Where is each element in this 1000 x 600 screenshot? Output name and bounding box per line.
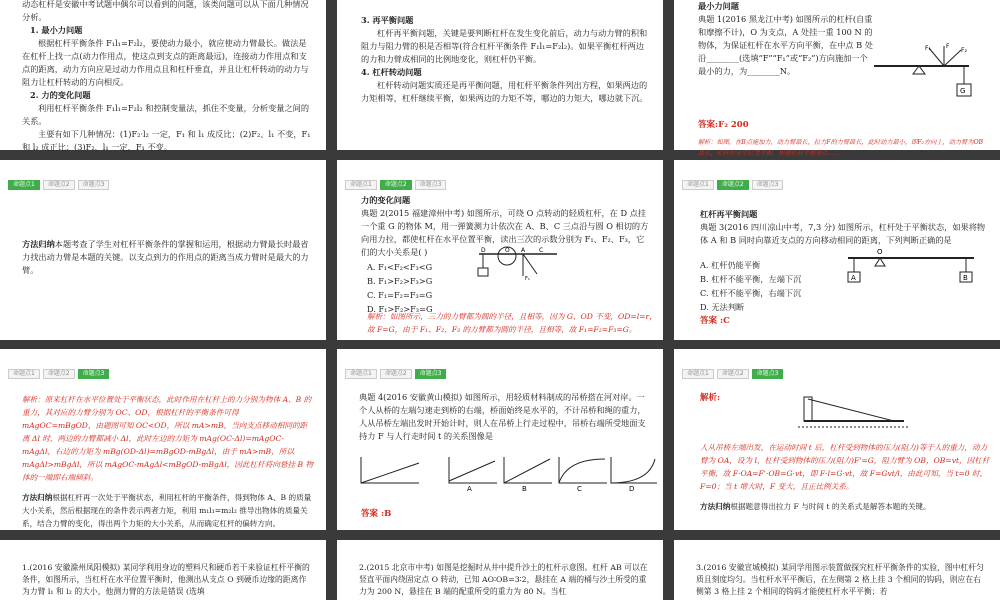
- circle-lever-diagram: [477, 246, 567, 290]
- tab-topic-2[interactable]: 命题点2: [380, 180, 412, 190]
- svg-text:O: O: [505, 247, 510, 254]
- example-4-question: 典题 4(2016 安徽黄山模拟) 如图所示，用轻质材料制成的吊桥搭在河对岸。一个人从桥的左端匀速走到桥的右端，桥面始终是水平的，不计吊桥和绳的重力，人从吊桥左端出发时开始计时，则人在吊桥上行走过程中，吊桥右端所受地面支持力 F 与人行走时间 t 的关系图像是: [359, 392, 646, 441]
- cases-text: 主要有如下几种情况：(1)F₂·l₂ 一定，F₁ 和 l₁ 成反比；(2)F₂、l₁ 不变，F₁ 和 l₂ 成正比；(3)F₂、l₁ 一定，F₁ 不变。: [22, 129, 311, 152]
- rebalance-text: 杠杆再平衡问题，关键是要判断杠杆在发生变化前后，动力与动力臂的积和阻力与阻力臂的积是否相等(符合杠杆平衡条件 F₁l₁=F₂l₂)。如果平衡杠杆两边的力和力臂成相同的比例地变化，则杠杆仍平衡。: [361, 28, 648, 64]
- example-1-analysis: 解析：如图，在B点施加力，动力臂最长，拉力F的力臂最长，此时动力最小，即F₂方向上，动力臂为OB最长，杠杆在水平位置平衡，根据杠杆平衡条件……: [698, 139, 984, 158]
- example-2-analysis: 解析：如图所示，三力的力臂都为圆的半径，且相等，因为 G、OD 不变，OD=l=r，故 F=G，由于 F₁、F₂、F₃ 的力臂都为圆的半径，且相等，故 F₁=F₂=F₃=G。: [367, 311, 657, 334]
- tab-topic-3[interactable]: 命题点3: [78, 369, 110, 379]
- tab-topic-3[interactable]: 命题点3: [752, 180, 784, 190]
- method-text: 本题考查了学生对杠杆平衡条件的掌握和运用，根据动力臂最长时最省力找出动力臂是本题的关键。以支点到力的作用点的距离当成力臂时是最大的力臂。: [22, 239, 309, 275]
- slide-dynamic-lever-intro[interactable]: [0, 0, 326, 150]
- option-b[interactable]: B. F₁>F₂>F₃>G: [367, 276, 433, 286]
- tab-topic-2[interactable]: 命题点2: [717, 369, 749, 379]
- tab-topic-2[interactable]: 命题点2: [43, 369, 75, 379]
- rotation-text: 杠杆转动问题实质还是再平衡问题，用杠杆平衡条件列出方程，如果两边的力矩相等，杠杆继续平衡，如果两边的力矩不等，哪边的力矩大，哪边就下沉。: [361, 80, 648, 103]
- tab-topic-1[interactable]: 命题点1: [682, 180, 714, 190]
- slide-exercise-2[interactable]: [337, 540, 663, 600]
- slide-analysis-4[interactable]: [674, 349, 1000, 530]
- svg-text:B: B: [963, 274, 968, 282]
- svg-text:C: C: [539, 247, 544, 254]
- answer-label: 答案: [698, 120, 716, 130]
- topic-tabs: [345, 180, 446, 190]
- method-text: 根据杠杆再一次处于平衡状态，利用杠杆的平衡条件，得到物体 A、B 的质量大小关系，然后根据现在的条件表示两者力矩，利用 m₁l₁=m₂l₂ 推导出物体的质量关系，结合力臂的变化，得出两个力矩的大小关系，从而确定杠杆的偏转方向。: [22, 493, 312, 529]
- exercise-2-text: 2.(2015 北京市中考) 如图是挖掘时从井中提升沙土的杠杆示意图。杠杆 AB 可以在竖直平面内绕固定点 O 转动，已知 AO∶OB=3∶2，悬挂在 A 端的桶与沙土所受的重力为 200 N，悬挂在 B 端的配重所受的重力为 80 N。当杠: [359, 563, 648, 596]
- graph-label-a: A: [467, 485, 472, 493]
- svg-text:G: G: [960, 87, 966, 95]
- slide-method-1[interactable]: [0, 160, 326, 340]
- min-force-text: 根据杠杆平衡条件 F₁l₁=F₂l₂，要使动力最小，就应使动力臂最长。做法是在杠杆上找一点(动力作用点，使这点到支点的距离最远)，连接动力作用点和支点的距离，动力方向应是过动力作用点且和杠杆垂直，并且让杠杆转动的动力与阻力让杠杆转动的方向相反。: [22, 38, 309, 87]
- svg-text:F₁: F₁: [525, 276, 530, 282]
- svg-text:A: A: [851, 274, 856, 282]
- tab-topic-1[interactable]: 命题点1: [682, 369, 714, 379]
- option-c[interactable]: C. 杠杆不能平衡，右端下沉: [700, 288, 802, 298]
- slide-analysis-3[interactable]: [0, 349, 326, 530]
- topic-tabs: [682, 180, 783, 190]
- topic-tabs: [8, 369, 109, 379]
- svg-text:F₂: F₂: [961, 47, 967, 54]
- slide-example-3[interactable]: [674, 160, 1000, 340]
- tab-topic-3[interactable]: 命题点3: [415, 180, 447, 190]
- heading-force-change-problem: 力的变化问题: [361, 195, 411, 205]
- intro-text: 动态杠杆是安徽中考试题中偶尔可以看到的问题，该类问题可以从下面几种情况分析。: [22, 0, 309, 22]
- example-2-question: 典题 2(2015 福建漳州中考) 如图所示，可绕 O 点转动的轻质杠杆，在 D 点挂一个重 G 的物体 M，用一弹簧测力计依次在 A、B、C 三点沿与圆 O 相切的方向用力拉，都使杠杆在水平位置平衡，读出三次的示数分别为 F₁、F₂、F₃，它们的大小关系是( ): [361, 208, 649, 257]
- heading-min-force: 1. 最小力问题: [30, 25, 83, 35]
- heading-rebalance-problem: 杠杆再平衡问题: [700, 209, 758, 219]
- slide-example-4[interactable]: [337, 349, 663, 530]
- svg-text:O: O: [877, 248, 883, 256]
- heading-min-force-problem: 最小力问题: [698, 1, 739, 11]
- topic-tabs: [682, 369, 783, 379]
- svg-text:A: A: [521, 247, 526, 254]
- example-4-answer: 答案 :B: [361, 509, 392, 519]
- graph-label-c: C: [577, 485, 582, 493]
- option-a[interactable]: A. 杠杆仍能平衡: [700, 260, 761, 270]
- tab-topic-2[interactable]: 命题点2: [43, 180, 75, 190]
- example-3-question: 典题 3(2016 四川凉山中考，7,3 分) 如图所示，杠杆处于平衡状态，如果将物体 A 和 B 同时向靠近支点的方向移动相同的距离，下列判断正确的是: [700, 222, 986, 245]
- svg-text:F: F: [946, 43, 950, 50]
- analysis-heading: 解析:: [700, 393, 721, 403]
- exercise-3-text: 3.(2016 安徽宣城模拟) 某同学用图示装置做探究杠杆平衡条件的实验，图中杠杆匀质且刻度均匀。当杠杆水平平衡后，在左侧第 2 格上挂 3 个相同的钩码，则应在右侧第 3 格上挂 2 个相同的钩码才能使杠杆水平平衡；若: [696, 563, 984, 596]
- heading-rotation: 4. 杠杆转动问题: [361, 67, 422, 77]
- force-change-text: 利用杠杆平衡条件 F₁l₁=F₂l₂ 和控制变量法，抓住不变量，分析变量之间的关系。: [22, 103, 310, 126]
- example-3-answer: 答案 :C: [700, 316, 730, 326]
- exercise-1-text: 1.(2016 安徽滁州凤阳模拟) 某同学利用身边的塑料尺和硬币若干来验证杠杆平衡的条件，如图所示，当杠杆在水平位置平衡时，他测出从支点 O 到硬币边缘的距离作为力臂 l₁ 和 l₂ 的大小，他测力臂的方法是错误 (选填: [22, 563, 310, 596]
- example-1-question: 典题 1(2016 黑龙江中考) 如图所示的杠杆(自重和摩擦不计)，O 为支点，A 处挂一重 100 N 的物体，为保证杠杆在水平方向平衡，在中点 B 处沿________(选填“F”“F₁”或“F₂”)方向施加一个最小的力，为________N。: [698, 14, 873, 76]
- answer-value: :F₂ 200: [715, 120, 749, 130]
- graph-label-b: B: [522, 485, 527, 493]
- option-d[interactable]: D. 无法判断: [700, 302, 745, 312]
- slide-exercise-1[interactable]: [0, 540, 326, 600]
- graph-label-d: D: [629, 485, 635, 493]
- slide-exercise-3[interactable]: [674, 540, 1000, 600]
- tab-topic-1[interactable]: 命题点1: [345, 369, 377, 379]
- tab-topic-1[interactable]: 命题点1: [8, 369, 40, 379]
- slide-rebalance-rotation[interactable]: [337, 0, 663, 150]
- tab-topic-3[interactable]: 命题点3: [752, 369, 784, 379]
- tab-topic-2[interactable]: 命题点2: [717, 180, 749, 190]
- example-4-analysis: 人从吊桥左端出发，在运动时间 t 后，杠杆受到物体的压力(阻力)等于人的重力，动力臂为 OA，设为 l，杠杆受到物体的压力(阻力)F'=G，阻力臂为 OB，OB=vt，因杠杆平衡，故 F·OA=F'·OB=G·vt，即 F·l=G·vt，故 F=Gvt/l，由此可知，当 t=0 时，F=0；当 t 增大时，F 变大，且正比例关系。: [700, 442, 990, 491]
- tab-topic-2[interactable]: 命题点2: [380, 369, 412, 379]
- lever-force-diagram: [869, 44, 999, 104]
- topic-tabs: [345, 369, 446, 379]
- option-c[interactable]: C. F₁=F₂=F₃=G: [367, 290, 433, 300]
- method-label: 方法归纳: [22, 493, 53, 503]
- tab-topic-1[interactable]: 命题点1: [345, 180, 377, 190]
- method-label: 方法归纳: [22, 239, 55, 249]
- topic-tabs: [8, 180, 109, 190]
- example-3-analysis: 解析：原来杠杆在水平位置处于平衡状态，此时作用在杠杆上的力分别为物体 A、B 的重力，其对应的力臂分别为 OC、OD，根据杠杆的平衡条件可得 mAgOC=mBgOD，由题图可知 OC<OD，所以 mA>mB，当向支点移动相同的距离 Δl 时，两边的力臂都减小 Δl，此时左边的力矩为 mAg(OC-Δl)=mAgOC-mAgΔl，右边的力矩为 mBg(OD-Δl)=mBgOD-mBgΔl，由于 mA>mB，所以 mAgΔl>mBgΔl，所以 mAgOC-mAgΔl<mBgOD-mBgΔl，因此杠杆将向悬挂 B 物体的一端即右端倾斜。: [22, 394, 314, 482]
- option-d[interactable]: D. F₁>F₂>F₃=G: [367, 304, 433, 314]
- method-label: 方法归纳: [700, 502, 731, 512]
- tab-topic-3[interactable]: 命题点3: [415, 369, 447, 379]
- method-text: 根据题意得出拉力 F 与时间 t 的关系式是解答本题的关键。: [730, 502, 931, 512]
- drawbridge-diagram: [794, 391, 914, 433]
- tab-topic-1[interactable]: 命题点1: [8, 180, 40, 190]
- slide-example-2[interactable]: [337, 160, 663, 340]
- tab-topic-3[interactable]: 命题点3: [78, 180, 110, 190]
- heading-force-change: 2. 力的变化问题: [30, 90, 91, 100]
- bridge-graphs: [359, 453, 659, 493]
- option-b[interactable]: B. 杠杆不能平衡，左端下沉: [700, 274, 802, 284]
- balance-lever-diagram: [844, 246, 979, 286]
- slide-example-1[interactable]: [674, 0, 1000, 158]
- heading-rebalance: 3. 再平衡问题: [361, 15, 414, 25]
- svg-text:D: D: [481, 247, 486, 254]
- svg-text:F₁: F₁: [925, 45, 931, 52]
- option-a[interactable]: A. F₁<F₂<F₃<G: [367, 262, 433, 272]
